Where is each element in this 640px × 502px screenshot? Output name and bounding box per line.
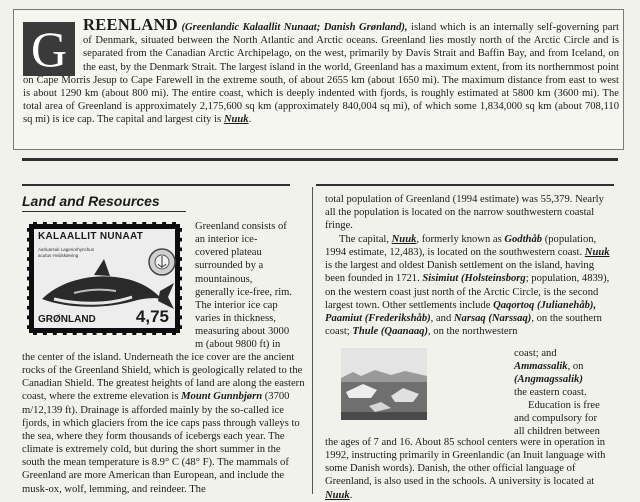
mountain-name: Mount Gunnbjørn <box>181 391 263 403</box>
iceberg-photo <box>341 348 427 420</box>
right-para-population: total population of Greenland (1994 estimate) was 55,379. Nearly all the population is located on the narrow southwestern coastal fringe. <box>325 194 604 232</box>
education-text: the ages of 7 and 16. About 85 school centers were in operation in 1992, instructing primarily in Greenlandic (an Inuit language with some Danish words). Danish, the other official language of Greenland, is also used in the schools. A university is located at Nuuk. <box>325 437 606 501</box>
stamp-caption: Aarluarsuk Lagenorhynchus acutus Hvidskæving <box>38 247 95 258</box>
section-title-underline <box>22 211 186 212</box>
postage-stamp <box>27 222 182 335</box>
column-divider <box>312 187 313 494</box>
capital-name: Nuuk <box>223 114 249 126</box>
section-rule-left <box>22 184 290 186</box>
stamp-value: 4,75 <box>135 307 169 326</box>
section-title: Land and Resources <box>22 193 160 209</box>
left-column-text: the center of the island. Underneath the ice cover are the ancient rocks of the Greenland Shield, which is geologically related to the Canadian Shield. The greatest heights of land are along the eastern coast, where the extreme elevation is Mount Gunnbjørn (3700 m/12,139 ft). Drainage is afforded mainly by the so-called ice fjords, in which glaciers from the ice caps pass through valleys to the sea, where they form thousands of icebergs each year. The climate is extremely cold, but during the short summer in the south the mean temperature is 8.9° C (48° F). The mammals of Greenland are more American than European, and include the musk-ox, wolf, lemming, and reindeer. The <box>22 352 305 495</box>
left-wrap-text: Greenland consists of an interior ice- covered plateau surrounded by a mountainous, generally ice-free, rim. The interior ice cap varies in thickness, measuring about 3000 m (about 9800 ft) in <box>195 221 293 351</box>
article-subtitle: (Greenlandic Kalaallit Nunaat; Danish Grønland), <box>181 22 408 33</box>
right-para-capital: The capital, Nuuk, formerly known as Godthåb (population, 1994 estimate, 12,483), is located on the southwestern coast. Nuuk is the largest and oldest Danish settlement on the island, having been founded in 1721. Sisimiut (Holsteinsborg; population, 4839), on the western coast just north of the Arctic Circle, is the second largest town. Other settlements include Qaqortoq (Julianehåb), Paamiut (Frederikshåb), and Narsaq (Narssaq), on the southern coast; Thule (Qaanaaq), on the northwestern <box>325 234 610 338</box>
intro-paragraph: REENLAND (Greenlandic Kalaallit Nunaat; Danish Grønland), island which is an internally self-governing part of Denmark, situated between the North Atlantic and Arctic oceans. Greenland lies mostly north of the Arctic Circle and is separated from the Canadian Arctic Archipelago, on the west, primarily by Davis Strait and Baffin Bay, and from Iceland, on the east, by the Denmark Strait. The largest island in the world, Greenland has a maximum extent, from its northernmost point on Cape Morris Jesup to Cape Farewell in the extreme south, of about 2655 km (about 1650 mi). The maximum distance from east to west is about 1290 km (about 800 mi). The entire coast, which is deeply indented with fjords, is roughly estimated at 5800 km (3600 mi). The total area of Greenland is approximately 2,175,600 sq km (approximately 840,004 sq mi), of which some 1,834,000 sq km (about 708,110 sq mi) is ice cap. The capital and largest city is Nuuk. <box>23 15 619 126</box>
top-rule <box>22 158 618 161</box>
article-title: REENLAND <box>83 15 178 34</box>
stamp-country: KALAALLIT NUNAAT <box>38 231 144 242</box>
drop-cap: G <box>23 22 75 76</box>
stamp-country-danish: GRØNLAND <box>38 314 96 325</box>
intro-box <box>13 9 624 150</box>
section-rule-right <box>316 184 614 186</box>
education-wrap: Education is free and compulsory for all children between <box>514 400 600 438</box>
right-wrap-text: coast; and Ammassalik, on (Angmagssalik) the eastern coast. <box>514 348 587 399</box>
